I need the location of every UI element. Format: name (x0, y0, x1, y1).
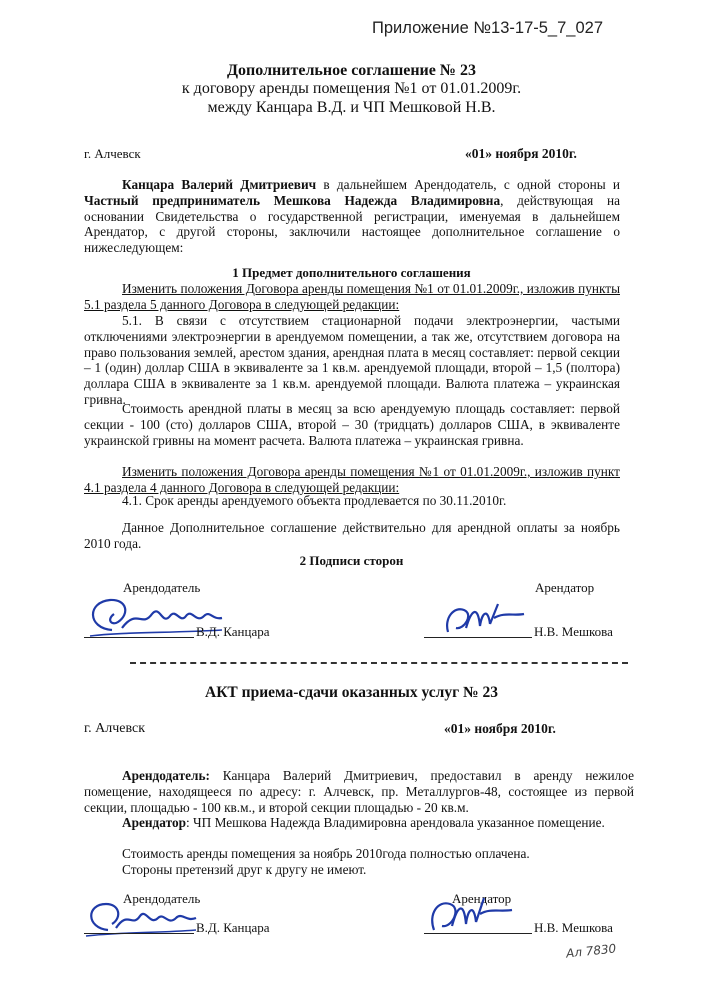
landlord-name: В.Д. Канцара (196, 624, 270, 639)
intro-text-2: , действующая на основании Свидетельства о государственной регистрации, именуемая в дальнейшем Арендатор, с другой стороны, заключили настоящее дополнительное соглашение о нижеследующем: (84, 192, 620, 256)
act-tenant-label: Арендатор (122, 815, 186, 830)
act-landlord-name: В.Д. Канцара (196, 920, 270, 935)
annex-label: Приложение №13-17-5_7_027 (372, 19, 603, 37)
agreement-city: г. Алчевск (84, 146, 141, 161)
act-landlord-label: Арендодатель: (122, 768, 210, 783)
act-landlord-paragraph (84, 768, 634, 815)
landlord-fullname: Канцара Валерий Дмитриевич (122, 177, 317, 192)
tenant-label: Арендатор (535, 580, 595, 595)
act-tenant-signature (424, 892, 524, 942)
tenant-sign-line (424, 637, 532, 638)
act-claims: Стороны претензий друг к другу не имеют. (122, 862, 367, 877)
act-tenant-paragraph (84, 815, 634, 831)
intro-paragraph (84, 177, 620, 256)
cost-paragraph: Стоимость арендной платы в месяц за всю арендуемую площадь составляет: первой секции - 100 (сто) долларов США, второй – 30 (тридцать) долларов США, в эквиваленте украинской гривны на момент расчета. Валюта платежа – украинская гривна. (84, 401, 620, 448)
act-landlord-sign-line (84, 933, 194, 934)
tenant-fullname: Частный предприниматель Мешкова Надежда Владимировна (84, 192, 501, 208)
section2-title: 2 Подписи сторон (299, 553, 404, 568)
agreement-subtitle-1: к договору аренды помещения №1 от 01.01.2009г. (181, 80, 522, 97)
separator (130, 662, 628, 664)
act-tenant-name: Н.В. Мешкова (534, 920, 613, 935)
landlord-sign-line (84, 637, 194, 638)
agreement-title: Дополнительное соглашение № 23 (227, 62, 476, 79)
act-tenant-text: : ЧП Мешкова Надежда Владимировна арендовала указанное помещение. (186, 815, 605, 830)
act-date: «01» ноября 2010г. (444, 721, 556, 736)
act-landlord-text: Канцара Валерий Дмитриевич, предоставил в аренду нежилое помещение, находящееся по адресу: г. Алчевск, пр. Металлургов-48, состоящее из первой секции, площадью - 100 кв.м., и второй секции площадью - 20 кв.м. (84, 768, 634, 815)
act-landlord-sig-label: Арендодатель (123, 891, 201, 906)
tenant-name: Н.В. Мешкова (534, 624, 613, 639)
intro-text-1: в дальнейшем Арендодатель, с одной стороны и (316, 177, 620, 192)
act-paid: Стоимость аренды помещения за ноябрь 2010года полностью оплачена. (122, 846, 530, 861)
change-1: Изменить положения Договора аренды помещения №1 от 01.01.2009г., изложив пункты 5.1 раздела 5 данного Договора в следующей редакции: (84, 281, 620, 312)
act-title: АКТ приема-сдачи оказанных услуг № 23 (205, 684, 498, 701)
act-tenant-sign-line (424, 933, 532, 934)
agreement-date: «01» ноября 2010г. (465, 146, 577, 161)
act-city: г. Алчевск (84, 721, 146, 736)
agreement-subtitle-2: между Канцара В.Д. и ЧП Мешковой Н.В. (207, 99, 496, 116)
act-landlord-signature (80, 896, 200, 941)
validity-paragraph: Данное Дополнительное соглашение действительно для арендной оплаты за ноябрь 2010 года. (84, 520, 620, 551)
clause-4-1: 4.1. Срок аренды арендуемого объекта продлевается по 30.11.2010г. (122, 493, 507, 508)
section1-title: 1 Предмет дополнительного соглашения (232, 265, 471, 280)
act-tenant-sig-label: Арендатор (452, 891, 512, 906)
clause-5-1: 5.1. В связи с отсутствием стационарной подачи электроэнергии, частыми отключениями электроэнергии в арендуемом помещении, а так же, отсутствием договора на право пользования землей, арестом здания, арендная плата в месяц составляет: первой секции – 1 (один) доллар США в эквиваленте за 1 кв.м. арендуемой площади, второй – 1,5 (полтора) доллара США в эквиваленте за 1 кв.м. арендуемой площади. Валюта платежа – украинская гривна. (84, 313, 620, 407)
handwritten-note: Ал 7830 (565, 941, 617, 961)
change-2: Изменить положения Договора аренды помещения №1 от 01.01.2009г., изложив пункт 4.1 раздела 4 данного Договора в следующей редакции: (84, 464, 620, 495)
landlord-label: Арендодатель (123, 580, 201, 595)
